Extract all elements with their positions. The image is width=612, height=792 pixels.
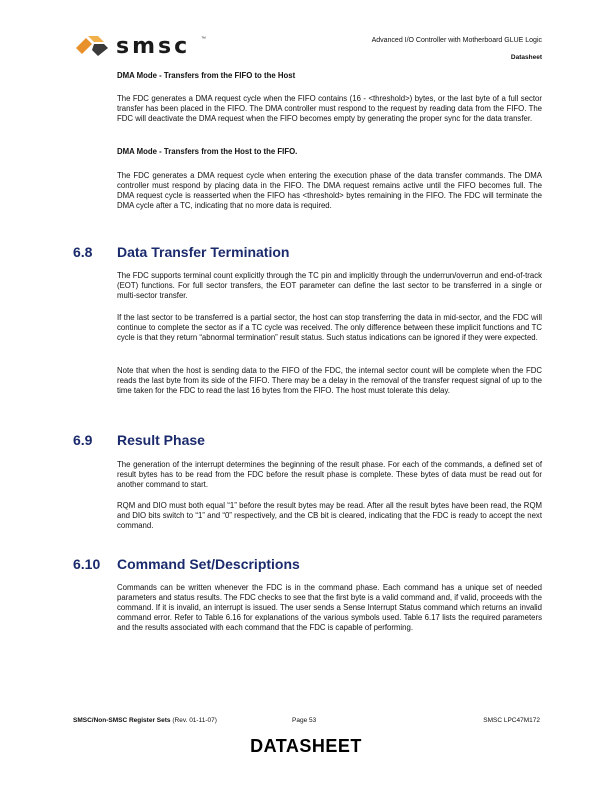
datasheet-watermark: DATASHEET (250, 736, 362, 756)
section-number-6-9: 6.9 (73, 432, 93, 448)
section-number-6-8: 6.8 (73, 244, 93, 260)
brand-name: smsc (116, 34, 191, 59)
paragraph-termination-3: Note that when the host is sending data to the FIFO of the FDC, the internal sector count will be complete when the FDC reads the last byte from its side of the FIFO. There may be a delay in the removal of the transfer request signal of up to the time taken for the FDC to read the last 16 bytes from the FIFO. The host must tolerate this delay. (117, 366, 542, 395)
footer-left (73, 716, 217, 725)
smsc-logo (74, 34, 224, 60)
section-title-data-transfer-termination: Data Transfer Termination (117, 244, 290, 260)
subheading-dma-fifo-to-host: DMA Mode - Transfers from the FIFO to the Host (117, 71, 296, 80)
paragraph-result-phase-2: RQM and DIO must both equal “1” before the result bytes may be read. After all the result bytes have been read, the RQM and DIO bits switch to “1” and “0” respectively, and the CB bit is cleared, indicating that the FDC is ready to accept the next command. (117, 501, 542, 530)
subheading-dma-host-to-fifo: DMA Mode - Transfers from the Host to the FIFO. (117, 147, 298, 156)
header-doc-type: Datasheet (510, 54, 542, 61)
trademark: ™ (201, 36, 206, 42)
section-title-command-set: Command Set/Descriptions (117, 556, 300, 572)
paragraph-termination-1: The FDC supports terminal count explicitly through the TC pin and implicitly through the underrun/overrun and end-of-track (EOT) functions. For full sector transfers, the EOT parameter can define the last sector to be transferred in a single or multi-sector transfer. (117, 271, 542, 300)
paragraph-result-phase-1: The generation of the interrupt determines the beginning of the result phase. For each of the commands, a defined set of result bytes has to be read from the FDC before the result phase is complete. These bytes of data must be read out for another command to start. (117, 460, 542, 489)
header-subtitle: Advanced I/O Controller with Motherboard GLUE Logic (371, 37, 542, 44)
section-number-6-10: 6.10 (73, 556, 101, 572)
paragraph-command-set: Commands can be written whenever the FDC is in the command phase. Each command has a unique set of needed parameters and status results. The FDC checks to see that the first byte is a valid command and, if valid, proceeds with the command. If it is invalid, an interrupt is issued. The user sends a Sense Interrupt Status command which returns an invalid command error. Refer to Table 6.16 for explanations of the various symbols used. Table 6.17 lists the required parameters and the results associated with each command that the FDC is capable of performing. (117, 583, 542, 632)
footer-part-number: SMSC LPC47M172 (483, 717, 540, 724)
footer-page-number: Page 53 (292, 717, 317, 724)
smsc-logo-mark-icon (74, 34, 110, 58)
footer-revision: (Rev. 01-11-07) (172, 717, 217, 724)
section-title-result-phase: Result Phase (117, 432, 205, 448)
paragraph-termination-2: If the last sector to be transferred is a partial sector, the host can stop transferring the data in mid-sector, and the FDC will continue to complete the sector as if a TC cycle was received. The only difference between these implicit functions and TC cycle is that they return “abnormal termination” result status. Such status indications can be ignored if they were expected. (117, 313, 542, 342)
paragraph-dma-host-to-fifo: The FDC generates a DMA request cycle when entering the execution phase of the data transfer commands. The DMA controller must respond by placing data in the FIFO. The DMA request remains active until the FIFO becomes full. The DMA request cycle is reasserted when the FIFO has <threshold> bytes remaining in the FIFO. The FDC will terminate the DMA cycle after a TC, indicating that no more data is required. (117, 171, 542, 210)
footer-doc-title: SMSC/Non-SMSC Register Sets (73, 717, 171, 724)
paragraph-dma-fifo-to-host: The FDC generates a DMA request cycle when the FIFO contains (16 - <threshold>) bytes, or the last byte of a full sector transfer has been placed in the FIFO. The DMA controller must respond to the request by reading data from the FIFO. The FDC will deactivate the DMA request when the FIFO becomes empty by generating the proper sync for the data transfer. (117, 94, 542, 123)
